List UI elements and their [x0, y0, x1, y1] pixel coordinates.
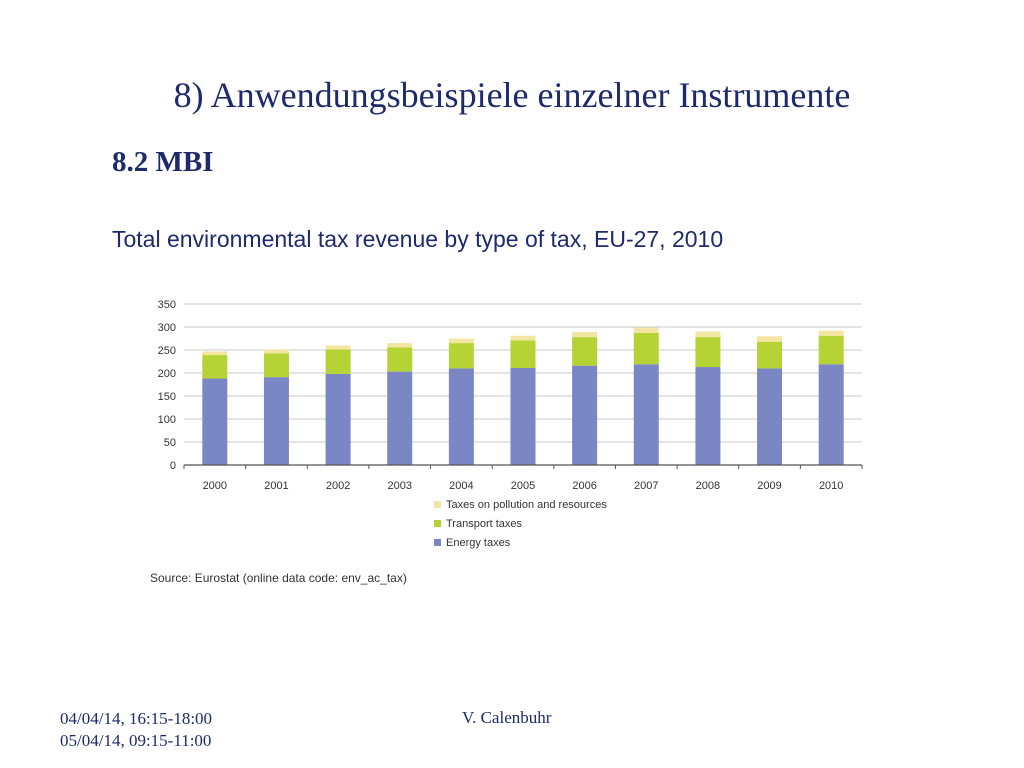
legend-label: Transport taxes: [446, 518, 523, 530]
bar-segment: [511, 340, 536, 368]
y-tick-label: 300: [157, 322, 176, 334]
footer-date-2: 05/04/14, 09:15-11:00: [60, 731, 212, 750]
bar-segment: [264, 353, 289, 377]
bar-segment: [757, 342, 782, 369]
bar-segment: [634, 364, 659, 465]
bar-segment: [264, 350, 289, 354]
bar-segment: [757, 336, 782, 342]
x-tick-label: 2003: [387, 480, 412, 492]
section-heading: 8.2 MBI: [112, 146, 214, 178]
x-tick-label: 2009: [757, 480, 782, 492]
bar-segment: [695, 367, 720, 465]
bar-segment: [634, 333, 659, 364]
bar-segment: [387, 372, 412, 465]
x-tick-label: 2005: [510, 480, 536, 492]
bar-segment: [449, 343, 474, 368]
x-tick-label: 2000: [202, 480, 228, 492]
x-tick-label: 2006: [572, 480, 597, 492]
bar-segment: [326, 345, 351, 349]
footer-dates: [60, 708, 212, 752]
bar-segment: [202, 379, 227, 465]
y-tick-label: 100: [157, 414, 176, 426]
bar-segment: [572, 332, 597, 337]
bar-segment: [326, 374, 351, 465]
slide-title: 8) Anwendungsbeispiele einzelner Instrumente: [173, 75, 851, 115]
y-tick-label: 0: [169, 460, 176, 472]
x-tick-label: 2002: [325, 480, 351, 492]
bar-segment: [202, 355, 227, 378]
bar-segment: [819, 331, 844, 336]
bar-segment: [511, 336, 536, 341]
y-tick-label: 150: [157, 391, 176, 403]
bar-segment: [572, 337, 597, 366]
legend-swatch: [434, 520, 441, 527]
bar-segment: [757, 368, 782, 465]
x-tick-label: 2010: [818, 480, 844, 492]
legend-swatch: [434, 501, 441, 508]
legend-label: Energy taxes: [446, 537, 511, 549]
chart-title: Total environmental tax revenue by type of tax, EU-27, 2010: [112, 226, 724, 252]
bar-segment: [695, 337, 720, 367]
bar-segment: [264, 377, 289, 465]
bar-segment: [449, 368, 474, 465]
bar-segment: [387, 343, 412, 347]
bar-segment: [511, 368, 536, 465]
x-tick-label: 2007: [634, 480, 659, 492]
x-tick-label: 2008: [695, 480, 721, 492]
bar-segment: [634, 327, 659, 333]
legend-swatch: [434, 539, 441, 546]
x-tick-label: 2004: [449, 480, 474, 492]
bar-segment: [695, 332, 720, 338]
bar-segment: [326, 350, 351, 374]
bar-segment: [387, 347, 412, 371]
bar-segment: [202, 351, 227, 355]
y-tick-label: 250: [157, 345, 176, 357]
y-tick-label: 200: [157, 368, 176, 380]
footer-date-1: 04/04/14, 16:15-18:00: [60, 709, 213, 728]
bar-segment: [819, 364, 844, 465]
y-tick-label: 350: [157, 299, 176, 311]
bar-segment: [572, 366, 597, 465]
bar-segment: [819, 336, 844, 365]
bar-segment: [449, 339, 474, 344]
y-tick-label: 50: [163, 437, 176, 449]
x-tick-label: 2001: [264, 480, 289, 492]
chart-source: Source: Eurostat (online data code: env_ac_tax): [150, 571, 407, 585]
stacked-bar-chart: [140, 290, 880, 600]
legend-label: Taxes on pollution and resources: [446, 499, 607, 511]
footer-author: V. Calenbuhr: [462, 708, 552, 727]
